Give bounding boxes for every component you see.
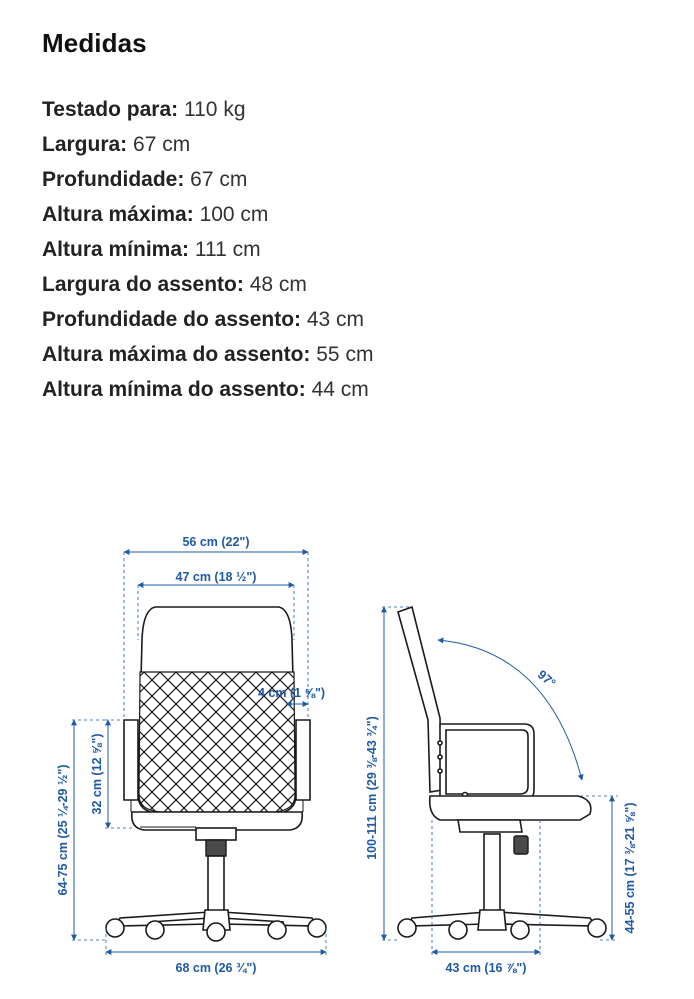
spec-list xyxy=(42,92,373,407)
spec-row-width xyxy=(42,127,373,162)
chair-dimension-diagram xyxy=(0,520,694,999)
spec-value: 110 kg xyxy=(184,98,246,121)
front-caster xyxy=(207,923,225,941)
spec-value: 43 cm xyxy=(306,308,365,331)
back-width-label: 47 cm (18 ½") xyxy=(175,570,257,584)
armrest-height-label: 32 cm (12 ⅝") xyxy=(90,733,104,815)
side-backrest xyxy=(398,607,442,792)
spec-row-seat-max-height xyxy=(42,337,373,372)
seat-height-label: 44-55 cm (17 ⅜-21 ⅝") xyxy=(623,802,637,934)
spec-row-min-height xyxy=(42,232,373,267)
side-caster xyxy=(449,921,467,939)
total-height-label: 100-111 cm (29 ⅜-43 ¾") xyxy=(365,716,379,860)
front-caster xyxy=(106,919,124,937)
front-armrest-left xyxy=(124,720,138,800)
front-caster xyxy=(308,919,326,937)
overall-width-label: 56 cm (22") xyxy=(182,535,250,549)
page-title: Medidas xyxy=(42,28,147,58)
side-gas-cylinder xyxy=(484,834,500,916)
side-mechanism xyxy=(458,820,522,832)
spec-value: 48 cm xyxy=(249,273,307,296)
side-rivet xyxy=(438,755,442,759)
front-view-chair xyxy=(106,607,326,941)
spec-value: 67 cm xyxy=(133,133,191,156)
spec-row-seat-min-height xyxy=(42,372,373,407)
seat-depth-label: 43 cm (16 ⅞") xyxy=(445,961,527,975)
base-width-label: 68 cm (26 ¾") xyxy=(175,961,257,975)
front-gas-cylinder xyxy=(208,856,224,916)
spec-label: Testado para: xyxy=(42,98,179,121)
side-gap-label: 4 cm (1 ⅝") xyxy=(258,686,326,700)
side-caster xyxy=(398,919,416,937)
side-caster xyxy=(511,921,529,939)
front-caster xyxy=(268,921,286,939)
spec-label: Largura do assento: xyxy=(42,273,244,296)
spec-label: Altura máxima do assento: xyxy=(42,343,311,366)
side-tension-knob xyxy=(514,836,528,854)
spec-row-tested-for xyxy=(42,92,373,127)
spec-value: 44 cm xyxy=(311,378,369,401)
spec-row-max-height xyxy=(42,197,373,232)
spec-value: 67 cm xyxy=(190,168,248,191)
side-caster xyxy=(588,919,606,937)
recline-angle-label: 97° xyxy=(534,667,559,691)
spec-value: 111 cm xyxy=(194,238,261,261)
spec-label: Altura mínima: xyxy=(42,238,190,261)
front-mechanism xyxy=(196,828,236,840)
side-rivet xyxy=(438,769,442,773)
spec-value: 55 cm xyxy=(316,343,374,366)
front-armrest-right xyxy=(296,720,310,800)
spec-value: 100 cm xyxy=(199,203,269,226)
spec-label: Largura: xyxy=(42,133,128,156)
spec-label: Altura máxima: xyxy=(42,203,194,226)
side-view-chair xyxy=(398,607,606,939)
side-rivet xyxy=(438,741,442,745)
spec-row-seat-depth xyxy=(42,302,373,337)
side-base-center xyxy=(478,910,506,930)
spec-row-seat-width xyxy=(42,267,373,302)
front-gas-lift-sleeve xyxy=(206,840,226,856)
spec-label: Altura mínima do assento: xyxy=(42,378,306,401)
side-seat xyxy=(430,796,591,820)
front-caster xyxy=(146,921,164,939)
side-armrest-inner xyxy=(446,730,528,794)
spec-row-depth xyxy=(42,162,373,197)
spec-label: Profundidade: xyxy=(42,168,185,191)
armrest-floor-height-label: 64-75 cm (25 ¼-29 ½") xyxy=(56,764,70,896)
spec-label: Profundidade do assento: xyxy=(42,308,302,331)
